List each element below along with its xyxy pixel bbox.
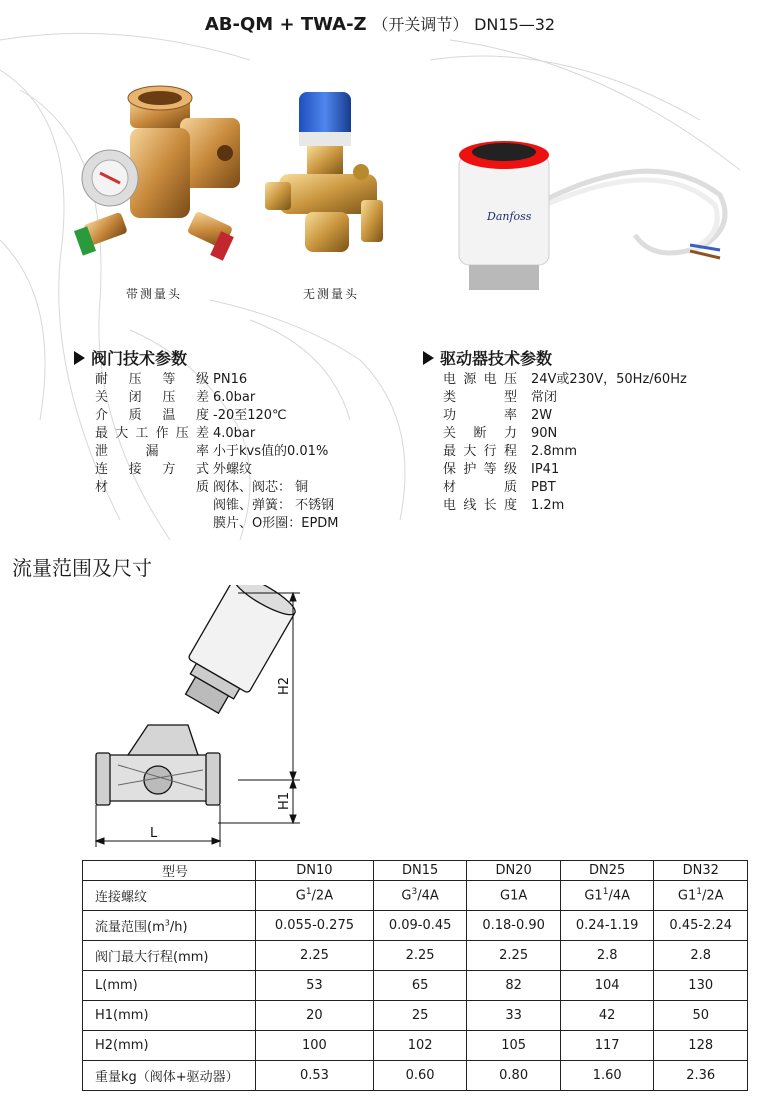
table-cell: 53 — [256, 971, 374, 1001]
actuator-spec-row — [443, 479, 687, 497]
table-cell: 0.60 — [373, 1061, 467, 1091]
valve-without-measuring-head-image — [265, 82, 390, 267]
valve-spec-row — [95, 425, 339, 443]
spec-key: 功率 — [443, 408, 517, 423]
actuator-spec-row — [443, 497, 687, 515]
spec-key: 泄漏率 — [95, 444, 209, 459]
valve-spec-row — [95, 371, 339, 389]
actuator-specs-list — [443, 371, 687, 515]
table-cell: 50 — [654, 1001, 748, 1031]
valve-material-extra: 膜片、O形圈：EPDM — [213, 516, 339, 531]
actuator-image — [435, 125, 735, 300]
row-label: 阀门最大行程(mm) — [83, 941, 256, 971]
header-dn10: DN10 — [256, 861, 374, 881]
actuator-specs-heading: 驱动器技术参数 — [423, 346, 552, 369]
spec-value: 阀体、阀芯： 铜 — [213, 480, 309, 495]
flow-dimension-table — [82, 860, 748, 1091]
table-cell: 2.25 — [373, 941, 467, 971]
spec-key: 电线长度 — [443, 498, 517, 513]
spec-key: 材质 — [443, 480, 517, 495]
table-row — [83, 971, 748, 1001]
valve-spec-row — [95, 461, 339, 479]
table-cell: 42 — [560, 1001, 654, 1031]
table-cell: 1.60 — [560, 1061, 654, 1091]
spec-value: 2.8mm — [531, 444, 578, 459]
table-row-flow — [83, 911, 748, 941]
row-label: L(mm) — [83, 971, 256, 1001]
table-cell: 33 — [467, 1001, 561, 1031]
spec-key: 最大工作压差 — [95, 426, 209, 441]
table-cell: 2.8 — [654, 941, 748, 971]
table-cell: 0.055-0.275 — [256, 911, 374, 941]
spec-value: 6.0bar — [213, 390, 256, 405]
table-cell: 2.36 — [654, 1061, 748, 1091]
valve-spec-row — [95, 479, 339, 497]
table-cell: 0.45-2.24 — [654, 911, 748, 941]
table-row — [83, 941, 748, 971]
table-cell: 117 — [560, 1031, 654, 1061]
dimension-h1-label: H1 — [277, 791, 292, 810]
flow-range-dimensions-title: 流量范围及尺寸 — [12, 556, 152, 580]
page-title — [0, 12, 760, 35]
spec-value: PN16 — [213, 372, 248, 387]
table-cell: 2.8 — [560, 941, 654, 971]
table-cell: 104 — [560, 971, 654, 1001]
thread-cell: G1A — [467, 881, 561, 911]
table-cell: 102 — [373, 1031, 467, 1061]
actuator-spec-row — [443, 407, 687, 425]
header-dn32: DN32 — [654, 861, 748, 881]
spec-value: PBT — [531, 480, 556, 495]
thread-cell: $G^1/2A$ — [256, 881, 374, 911]
spec-value: -20至120℃ — [213, 408, 287, 423]
table-cell: 2.25 — [467, 941, 561, 971]
row-label: H1(mm) — [83, 1001, 256, 1031]
photo-caption-with-measuring-head: 带测量头 — [126, 287, 183, 301]
spec-value: 1.2m — [531, 498, 565, 513]
row-label-flow: 流量范围$(m^3/h)$ — [83, 911, 256, 941]
actuator-spec-row — [443, 443, 687, 461]
table-cell: 130 — [654, 971, 748, 1001]
dimension-h2-label: H2 — [277, 676, 292, 695]
table-cell: 0.53 — [256, 1061, 374, 1091]
spec-value: 24V或230V，50Hz/60Hz — [531, 372, 687, 387]
table-cell: 0.24-1.19 — [560, 911, 654, 941]
spec-value: IP41 — [531, 462, 560, 477]
actuator-spec-row — [443, 461, 687, 479]
spec-key: 关闭压差 — [95, 390, 209, 405]
valve-specs-heading: 阀门技术参数 — [74, 346, 187, 369]
actuator-brand-logo: Danfoss — [487, 210, 532, 223]
spec-value: 常闭 — [531, 390, 558, 405]
thread-cell: $G1^1/4A$ — [560, 881, 654, 911]
table-row — [83, 1031, 748, 1061]
spec-value: 外螺纹 — [213, 462, 253, 477]
table-cell: 25 — [373, 1001, 467, 1031]
table-row — [83, 1061, 748, 1091]
title-range: DN15—32 — [474, 15, 556, 34]
row-label: 重量kg（阀体+驱动器） — [83, 1061, 256, 1091]
triangle-bullet-icon — [74, 351, 85, 365]
triangle-bullet-icon — [423, 351, 434, 365]
table-cell: 0.09-0.45 — [373, 911, 467, 941]
table-cell: 2.25 — [256, 941, 374, 971]
spec-key: 介质温度 — [95, 408, 209, 423]
table-cell: 0.18-0.90 — [467, 911, 561, 941]
header-dn20: DN20 — [467, 861, 561, 881]
row-label-thread: 连接螺纹 — [83, 881, 256, 911]
valve-dimension-drawing — [88, 585, 308, 850]
table-row-thread — [83, 881, 748, 911]
valve-spec-row — [95, 407, 339, 425]
spec-key: 耐压等级 — [95, 372, 209, 387]
spec-value: 4.0bar — [213, 426, 256, 441]
table-cell: 20 — [256, 1001, 374, 1031]
actuator-spec-row — [443, 371, 687, 389]
header-dn15: DN15 — [373, 861, 467, 881]
spec-key: 保护等级 — [443, 462, 517, 477]
title-sub: （开关调节） — [372, 15, 469, 34]
table-cell: 0.80 — [467, 1061, 561, 1091]
spec-key: 类型 — [443, 390, 517, 405]
valve-with-measuring-head-image — [70, 78, 250, 268]
table-header-row — [83, 861, 748, 881]
spec-key: 材质 — [95, 480, 209, 495]
actuator-spec-row — [443, 389, 687, 407]
spec-value: 小于kvs值的0.01% — [213, 444, 329, 459]
valve-specs-list — [95, 371, 339, 533]
title-main: AB-QM + TWA-Z — [204, 14, 367, 35]
spec-value: 2W — [531, 408, 553, 423]
valve-spec-row — [95, 389, 339, 407]
spec-key: 关断力 — [443, 426, 517, 441]
table-cell: 128 — [654, 1031, 748, 1061]
spec-key: 连接方式 — [95, 462, 209, 477]
table-cell: 100 — [256, 1031, 374, 1061]
actuator-spec-row — [443, 425, 687, 443]
table-cell: 105 — [467, 1031, 561, 1061]
thread-cell: $G1^1/2A$ — [654, 881, 748, 911]
spec-key: 电源电压 — [443, 372, 517, 387]
valve-spec-row — [95, 443, 339, 461]
header-dn25: DN25 — [560, 861, 654, 881]
valve-material-extra: 阀锥、弹簧： 不锈钢 — [213, 498, 335, 513]
row-label: H2(mm) — [83, 1031, 256, 1061]
thread-cell: $G^3/4A$ — [373, 881, 467, 911]
header-model: 型号 — [83, 861, 256, 881]
table-row — [83, 1001, 748, 1031]
dimension-l-label: L — [150, 826, 158, 841]
table-cell: 65 — [373, 971, 467, 1001]
table-cell: 82 — [467, 971, 561, 1001]
spec-value: 90N — [531, 426, 558, 441]
photo-caption-without-measuring-head: 无测量头 — [303, 287, 360, 301]
spec-key: 最大行程 — [443, 444, 517, 459]
